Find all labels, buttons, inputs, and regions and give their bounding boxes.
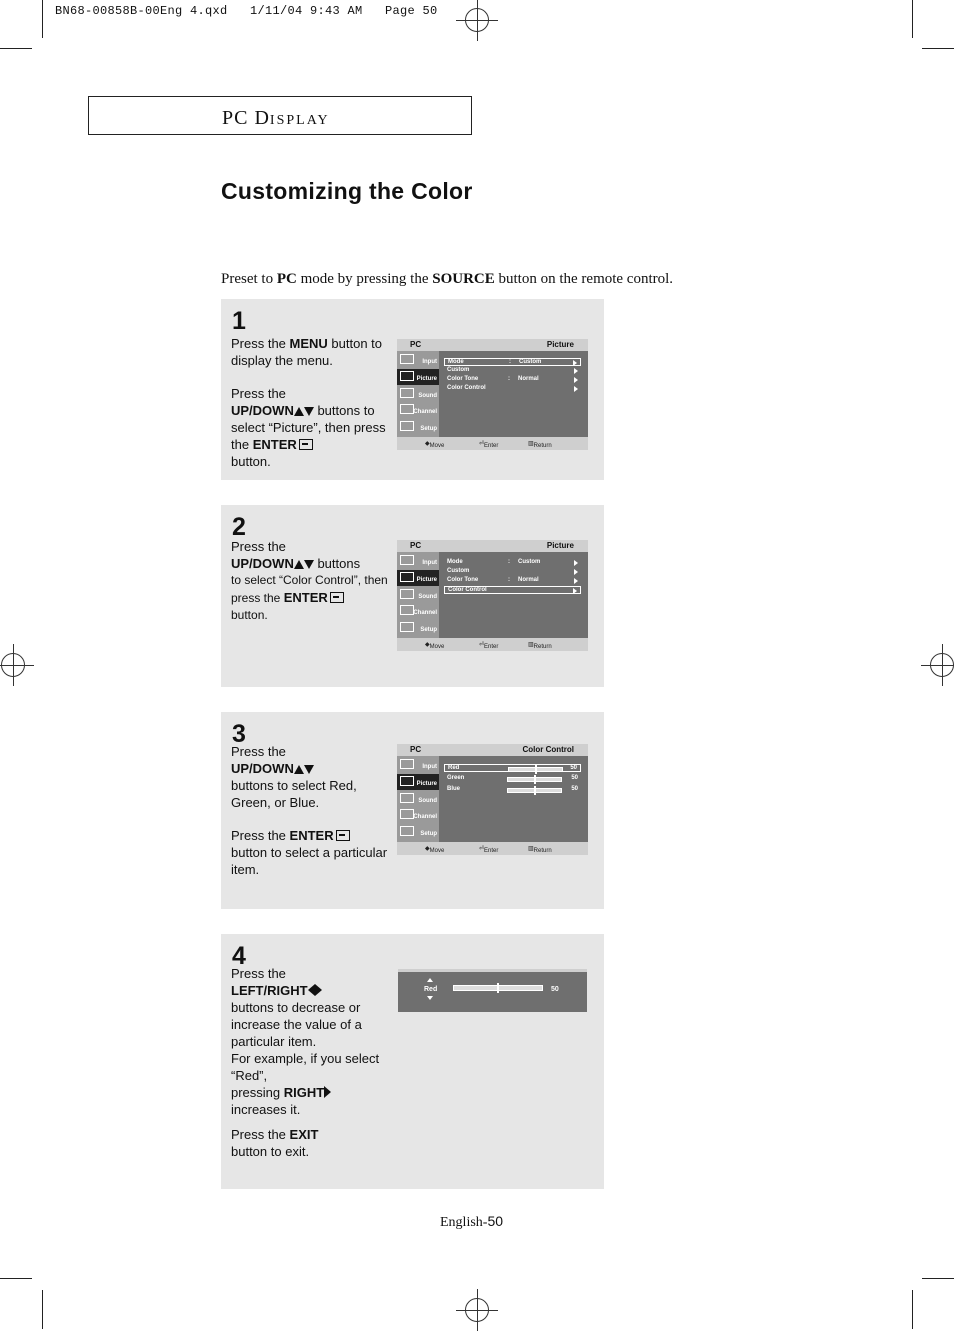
up-arrow-icon [294, 407, 304, 416]
step-3-panel [221, 712, 604, 909]
osd-bar-green: Green 50 [444, 775, 581, 783]
right-arrow-icon [574, 368, 578, 374]
osd-side-channel: Channel [397, 402, 439, 418]
right-arrow-icon [574, 569, 578, 575]
section-header [88, 96, 472, 135]
crop-mark [42, 0, 43, 38]
speaker-icon [400, 793, 414, 803]
up-arrow-icon [294, 765, 304, 774]
osd-side-picture: Picture [397, 774, 439, 790]
step-number: 2 [232, 513, 246, 541]
antenna-icon [400, 809, 414, 819]
right-arrow-icon [315, 984, 322, 996]
osd-row-mode: Mode : Custom [444, 559, 581, 567]
step-number: 3 [232, 720, 246, 748]
return-hint: ▥ Return [528, 441, 552, 449]
osd-sidebar [397, 552, 439, 638]
osd-side-input: Input [397, 757, 439, 773]
osd-screen: PC Picture Input Picture Sound Channel Setup Mode : Custom Custom Color Tone : Normal Color Control ◆ Move ⏎ Enter ▥ Return [397, 540, 588, 651]
slider-value: 50 [551, 986, 559, 993]
osd-side-sound: Sound [397, 587, 439, 603]
intro-text: Preset to PC mode by pressing the SOURCE button on the remote control. [221, 271, 674, 287]
osd-footer [397, 842, 588, 855]
registration-mark [465, 8, 489, 32]
crop-mark [0, 1278, 32, 1279]
osd-footer [397, 638, 588, 651]
input-icon [400, 354, 414, 364]
picture-icon [400, 572, 414, 582]
setup-icon [400, 622, 414, 632]
osd-side-picture: Picture [397, 369, 439, 385]
step-instructions: Press the UP/DOWN buttons to select Red, Green, or Blue. Press the ENTER button to select a particular item. [231, 744, 388, 877]
osd-side-setup: Setup [397, 419, 439, 435]
picture-icon [400, 776, 414, 786]
osd-row-custom: Custom [444, 367, 581, 375]
crop-mark [0, 48, 32, 49]
down-arrow-icon [427, 996, 433, 1000]
osd-slider [398, 969, 587, 1012]
down-arrow-icon [304, 765, 314, 774]
slider-track [453, 985, 543, 991]
osd-header: Picture [546, 541, 574, 550]
return-hint: ▥ Return [528, 846, 552, 854]
osd-side-picture: Picture [397, 570, 439, 586]
input-icon [400, 759, 414, 769]
osd-sidebar [397, 756, 439, 842]
down-arrow-icon [304, 560, 314, 569]
step-1-panel [221, 299, 604, 480]
slider-knob [497, 983, 499, 993]
enter-icon [299, 439, 313, 450]
osd-side-sound: Sound [397, 386, 439, 402]
osd-bar-blue: Blue 50 [444, 786, 581, 794]
osd-side-channel: Channel [397, 807, 439, 823]
crop-mark [922, 48, 954, 49]
enter-icon [336, 830, 350, 841]
antenna-icon [400, 404, 414, 414]
setup-icon [400, 421, 414, 431]
osd-side-setup: Setup [397, 824, 439, 840]
slider-label: Red [424, 986, 438, 993]
osd-footer [397, 437, 588, 450]
right-arrow-icon [574, 578, 578, 584]
enter-hint: ⏎ Enter [479, 642, 499, 650]
picture-icon [400, 371, 414, 381]
osd-bar-red: Red 50 [444, 764, 581, 772]
osd-row-mode: Mode : Custom [444, 358, 581, 366]
bar-knob [534, 786, 536, 795]
move-hint: ◆ Move [425, 642, 445, 650]
up-arrow-icon [294, 560, 304, 569]
osd-side-channel: Channel [397, 603, 439, 619]
up-arrow-icon [427, 978, 433, 982]
bar-knob [534, 775, 536, 784]
move-hint: ◆ Move [425, 441, 445, 449]
registration-mark [465, 1298, 489, 1322]
step-number: 4 [232, 942, 246, 970]
right-arrow-icon [573, 360, 577, 366]
page-footer: English-50 [440, 1213, 504, 1230]
crop-mark [42, 1290, 43, 1329]
step-instructions: Press the LEFT/RIGHT buttons to decrease or increase the value of a particular item. For example, if you select “Red”, pressing RIGHT increases it. Press the EXIT button to exit. [231, 966, 380, 1159]
enter-icon [330, 592, 344, 603]
speaker-icon [400, 388, 414, 398]
antenna-icon [400, 605, 414, 615]
return-hint: ▥ Return [528, 642, 552, 650]
osd-header: Color Control [522, 745, 574, 754]
right-arrow-icon [324, 1086, 331, 1098]
move-hint: ◆ Move [425, 846, 445, 854]
osd-row-color-control: Color Control [444, 385, 581, 393]
step-number: 1 [232, 307, 246, 335]
right-arrow-icon [574, 377, 578, 383]
right-arrow-icon [574, 560, 578, 566]
bar-knob [535, 765, 537, 774]
step-4-panel [221, 934, 604, 1189]
enter-hint: ⏎ Enter [479, 846, 499, 854]
right-arrow-icon [574, 386, 578, 392]
osd-row-color-tone: Color Tone : Normal [444, 376, 581, 384]
print-slug: BN68-00858B-00Eng 4.qxd 1/11/04 9:43 AM Page 50 [55, 4, 438, 18]
registration-mark [930, 653, 954, 677]
crop-mark [912, 1290, 913, 1329]
page-title: Customizing the Color [221, 178, 473, 204]
speaker-icon [400, 589, 414, 599]
section-title: PC DISPLAY [222, 107, 330, 129]
step-instructions: Press the MENU button to display the menu. Press the UP/DOWN buttons to select “Picture”, then press the ENTER button. [231, 336, 386, 469]
osd-screen: PC Color Control Input Picture Sound Channel Setup Red 50 Green 50 Blue 50 ◆ Move ⏎ Enter ▥ Return [397, 744, 588, 855]
osd-side-input: Input [397, 352, 439, 368]
down-arrow-icon [304, 407, 314, 416]
step-instructions: Press the UP/DOWN buttons to select “Color Control”, then press the ENTER button. [231, 539, 388, 622]
enter-hint: ⏎ Enter [479, 441, 499, 449]
osd-side-setup: Setup [397, 620, 439, 636]
crop-mark [912, 0, 913, 38]
setup-icon [400, 826, 414, 836]
osd-side-sound: Sound [397, 791, 439, 807]
right-arrow-icon [573, 588, 577, 594]
step-2-panel [221, 505, 604, 687]
osd-row-color-control: Color Control [444, 586, 581, 594]
registration-mark [1, 653, 25, 677]
crop-mark [922, 1278, 954, 1279]
input-icon [400, 555, 414, 565]
osd-header: Picture [546, 340, 574, 349]
left-arrow-icon [308, 984, 315, 996]
osd-screen: PC Picture Input Picture Sound Channel Setup Mode : Custom Custom Color Tone : Normal Color Control ◆ Move ⏎ Enter ▥ Return [397, 339, 588, 450]
osd-sidebar [397, 351, 439, 437]
osd-side-input: Input [397, 553, 439, 569]
osd-row-custom: Custom [444, 568, 581, 576]
osd-row-color-tone: Color Tone : Normal [444, 577, 581, 585]
